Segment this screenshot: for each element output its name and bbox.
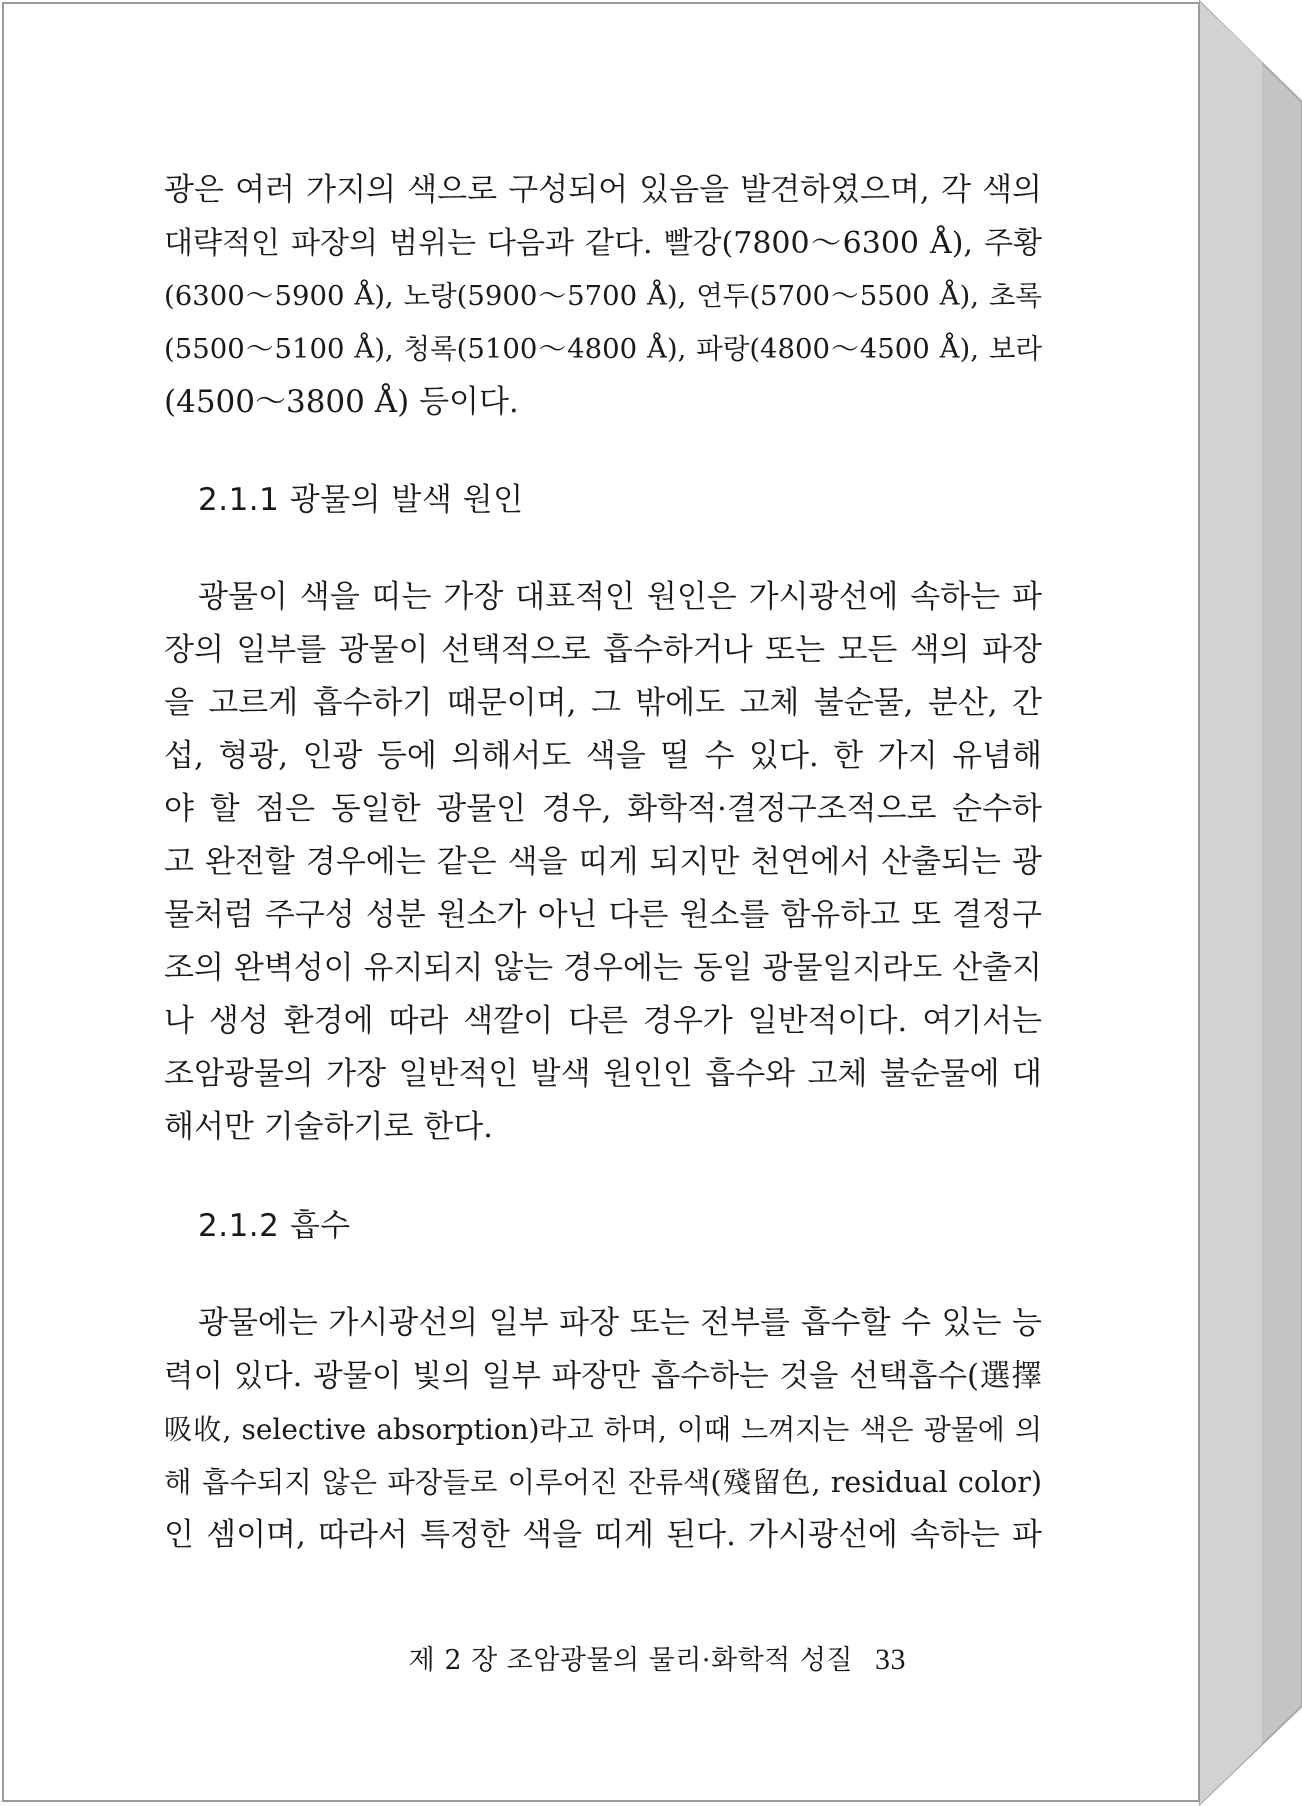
section-heading-coloration-causes: 2.1.1 광물의 발색 원인 — [198, 482, 524, 518]
text-line: 광은 여러 가지의 색으로 구성되어 있음을 발견하였으며, 각 색의 — [164, 172, 1042, 208]
text-line: 광물이 색을 띠는 가장 대표적인 원인은 가시광선에 속하는 파 — [198, 579, 1042, 615]
text-line: 조의 완벽성이 유지되지 않는 경우에는 동일 광물일지라도 산출지 — [164, 950, 1042, 986]
text-line: 장의 일부를 광물이 선택적으로 흡수하거나 또는 모든 색의 파장 — [164, 632, 1042, 668]
text-line: (4500～3800 Å) 등이다. — [164, 384, 519, 420]
text-line: 해서만 기술하기로 한다. — [164, 1109, 494, 1145]
text-line: (6300～5900 Å), 노랑(5900～5700 Å), 연두(5700～5500 Å), 초록 — [164, 280, 1042, 312]
text-line: 을 고르게 흡수하기 때문이며, 그 밖에도 고체 불순물, 분산, 간 — [164, 685, 1042, 721]
book-page — [2, 2, 1200, 1802]
text-line: 나 생성 환경에 따라 색깔이 다른 경우가 일반적이다. 여기서는 — [164, 1003, 1042, 1039]
text-line: 야 할 점은 동일한 광물인 경우, 화학적·결정구조적으로 순수하 — [164, 791, 1042, 827]
paragraph-coloration — [164, 571, 1042, 1154]
page-number: 33 — [875, 1643, 906, 1676]
text-line: 해 흡수되지 않은 파장들로 이루어진 잔류색(殘留色, residual color) — [164, 1466, 1042, 1499]
text-line: 대략적인 파장의 범위는 다음과 같다. 빨강(7800～6300 Å), 주황 — [164, 226, 1042, 261]
running-footer-chapter: 제 2 장 조암광물의 물리·화학적 성질 — [408, 1645, 853, 1676]
paragraph-absorption — [164, 1297, 1042, 1562]
text-line: 吸收, selective absorption)라고 하며, 이때 느껴지는 색은 광물에 의 — [164, 1413, 1042, 1446]
text-line: 조암광물의 가장 일반적인 발색 원인인 흡수와 고체 불순물에 대 — [164, 1056, 1042, 1092]
text-line: (5500～5100 Å), 청록(5100～4800 Å), 파랑(4800～4500 Å), 보라 — [164, 333, 1042, 365]
text-line: 물처럼 주구성 성분 원소가 아닌 다른 원소를 함유하고 또 결정구 — [164, 897, 1042, 933]
paragraph-intro — [164, 164, 1042, 429]
text-line: 고 완전할 경우에는 같은 색을 띠게 되지만 천연에서 산출되는 광 — [164, 844, 1042, 880]
text-line: 섭, 형광, 인광 등에 의해서도 색을 띨 수 있다. 한 가지 유념해 — [164, 738, 1042, 774]
text-line: 력이 있다. 광물이 빛의 일부 파장만 흡수하는 것을 선택흡수(選擇 — [164, 1359, 1042, 1394]
page-footer — [409, 1638, 906, 1677]
text-line: 인 셈이며, 따라서 특정한 색을 띠게 된다. 가시광선에 속하는 파 — [164, 1517, 1042, 1553]
text-line: 광물에는 가시광선의 일부 파장 또는 전부를 흡수할 수 있는 능 — [198, 1305, 1042, 1341]
section-heading-absorption: 2.1.2 흡수 — [198, 1208, 351, 1244]
page-content — [164, 164, 1042, 1562]
